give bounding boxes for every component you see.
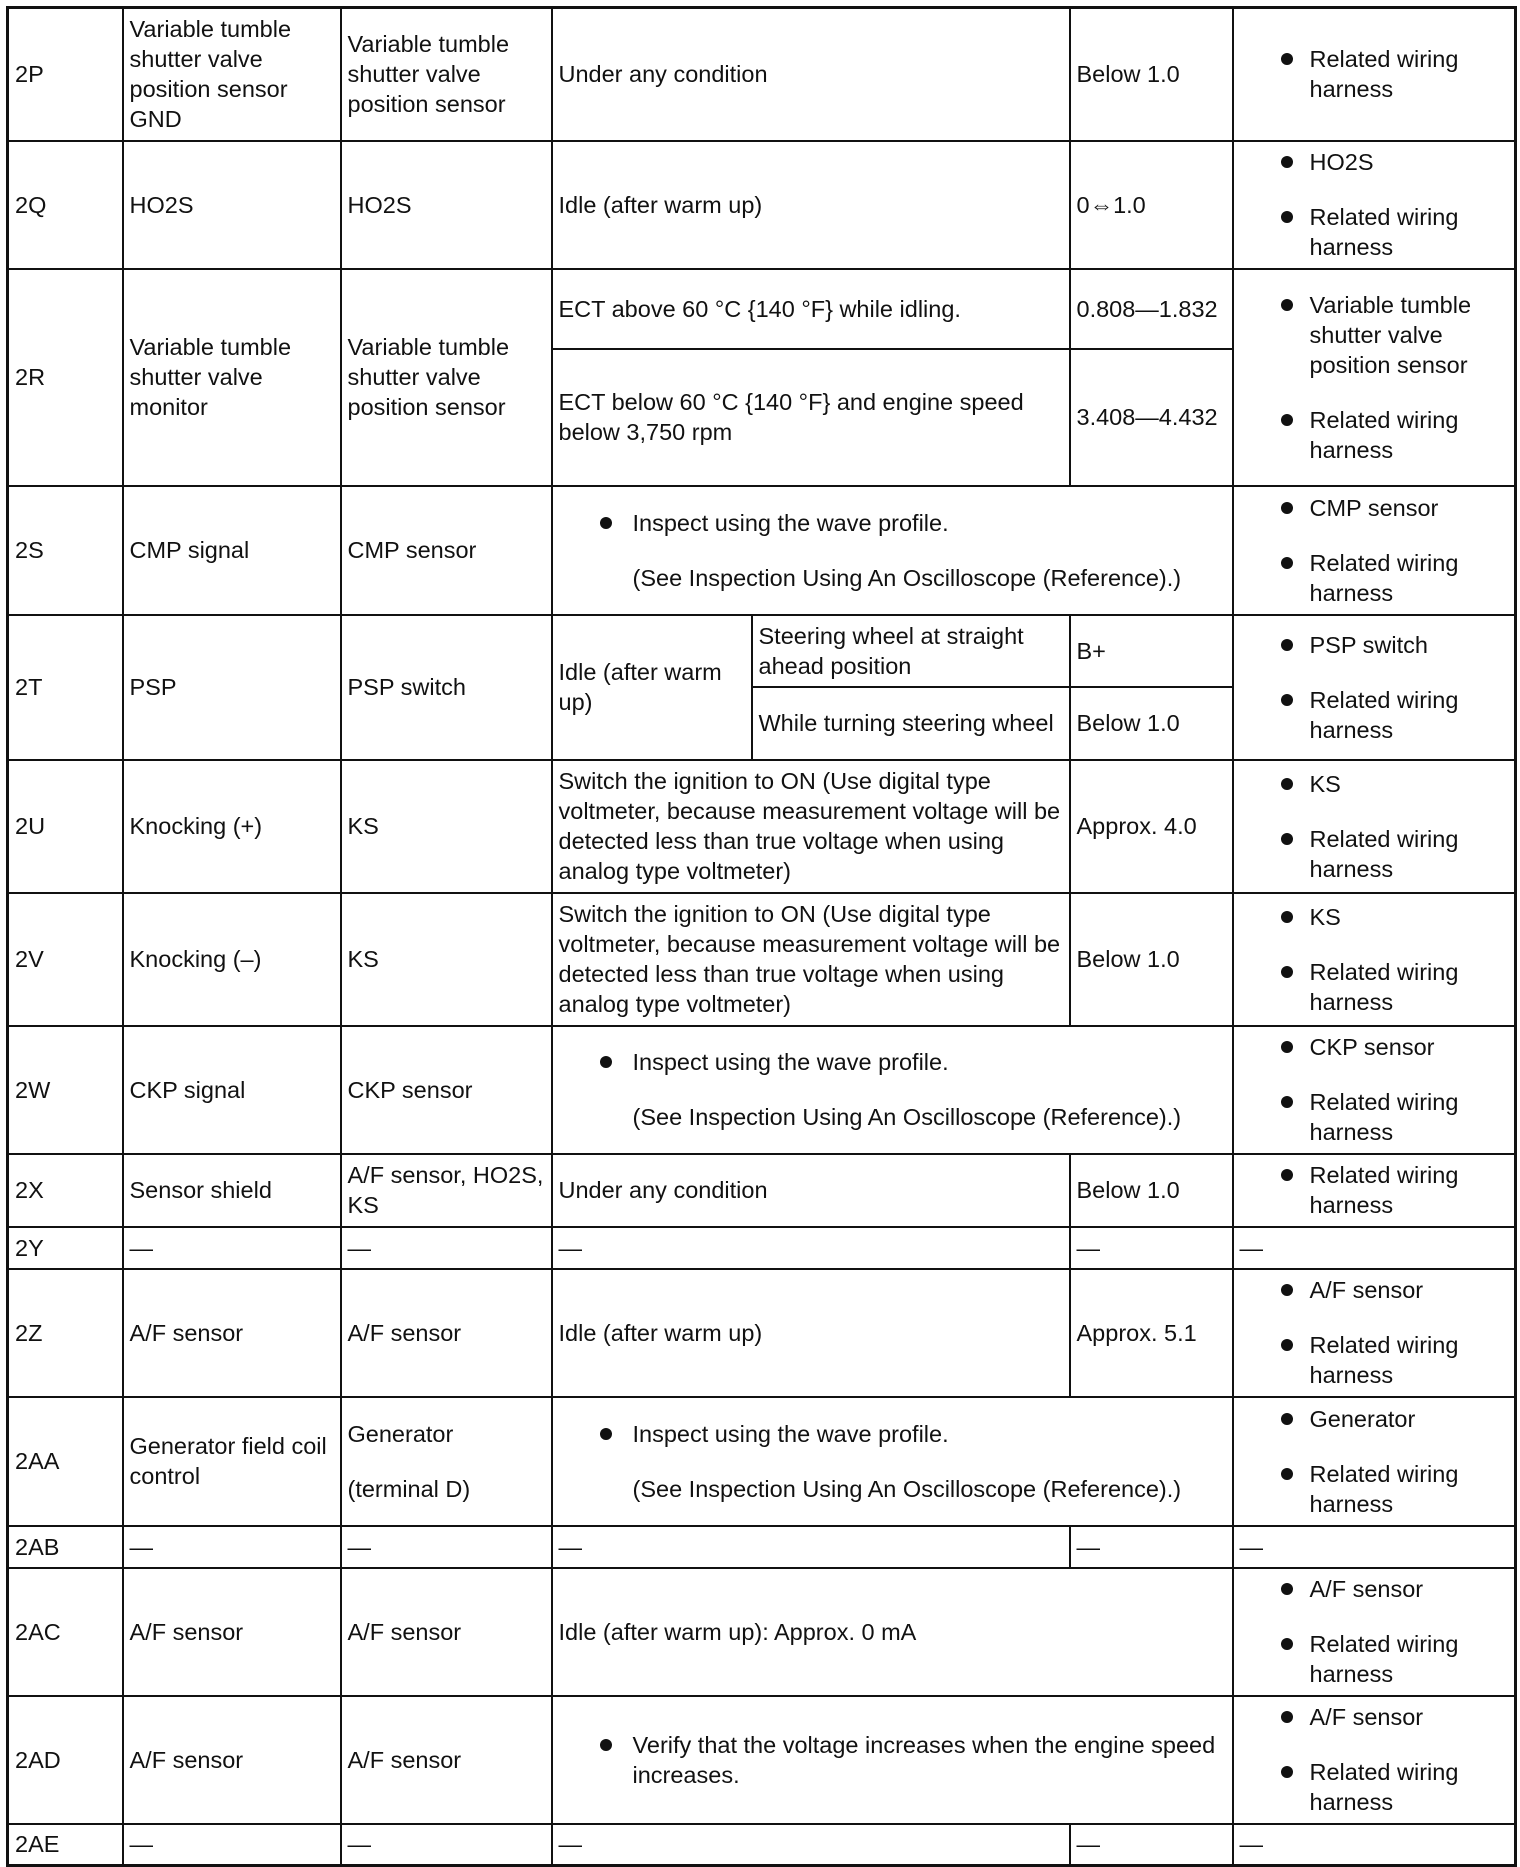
inspection-item-cell <box>1233 1269 1516 1397</box>
list-item: Related wiring harness <box>1240 1629 1509 1689</box>
inspection-item-cell <box>1233 1568 1516 1696</box>
condition-cell: — <box>552 1227 1070 1269</box>
list-item: PSP switch <box>1240 630 1509 660</box>
list-item: A/F sensor <box>1240 1275 1509 1305</box>
sub-condition-cell: While turning steering wheel <box>752 687 1070 760</box>
table-row <box>8 1227 1516 1269</box>
inspection-item-cell <box>1233 1154 1516 1227</box>
table-row <box>8 1397 1516 1526</box>
condition-cell: Idle (after warm up) <box>552 615 752 760</box>
table-row <box>8 1824 1516 1866</box>
table-row <box>8 269 1516 349</box>
signal-cell: PSP <box>123 615 341 760</box>
voltage-cell: 0⇔1.0 <box>1070 141 1233 269</box>
list-item: KS <box>1240 769 1509 799</box>
list-item: HO2S <box>1240 147 1509 177</box>
table-row <box>8 1568 1516 1696</box>
table-row <box>8 1269 1516 1397</box>
list-item: Related wiring harness <box>1240 1459 1509 1519</box>
list-item: Related wiring harness <box>1240 44 1509 104</box>
terminal-cell: 2AB <box>8 1526 123 1568</box>
inspect-note: Inspect using the wave profile. <box>595 508 1226 538</box>
inspection-item-cell <box>1233 1696 1516 1824</box>
condition-cell: ECT above 60 °C {140 °F} while idling. <box>552 269 1070 349</box>
list-item: Related wiring harness <box>1240 1330 1509 1390</box>
voltage-cell: — <box>1070 1227 1233 1269</box>
inspection-item-cell: — <box>1233 1227 1516 1269</box>
terminal-cell: 2AD <box>8 1696 123 1824</box>
reference-note: (See Inspection Using An Oscilloscope (Reference).) <box>632 564 1182 591</box>
connected-to-cell: Variable tumble shutter valve position sensor <box>341 8 552 141</box>
voltage-cell: Below 1.0 <box>1070 687 1233 760</box>
inspection-note-cell <box>552 1696 1233 1824</box>
terminal-cell: 2R <box>8 269 123 486</box>
signal-cell: — <box>123 1526 341 1568</box>
table-row <box>8 1154 1516 1227</box>
connected-to-cell: Variable tumble shutter valve position sensor <box>341 269 552 486</box>
list-item: Related wiring harness <box>1240 1160 1509 1220</box>
terminal-cell: 2T <box>8 615 123 760</box>
condition-cell: — <box>552 1824 1070 1866</box>
terminal-cell: 2Y <box>8 1227 123 1269</box>
list-item: Related wiring harness <box>1240 202 1509 262</box>
table-row <box>8 1026 1516 1154</box>
signal-cell: Knocking (+) <box>123 760 341 893</box>
signal-cell: Knocking (–) <box>123 893 341 1026</box>
list-item: CKP sensor <box>1240 1032 1509 1062</box>
inspection-item-cell <box>1233 269 1516 486</box>
condition-cell: ECT below 60 °C {140 °F} and engine speed below 3,750 rpm <box>552 349 1070 486</box>
terminal-cell: 2Q <box>8 141 123 269</box>
signal-cell: Variable tumble shutter valve monitor <box>123 269 341 486</box>
list-item: CMP sensor <box>1240 493 1509 523</box>
condition-cell: Idle (after warm up) <box>552 1269 1070 1397</box>
voltage-cell: Below 1.0 <box>1070 893 1233 1026</box>
inspection-item-cell <box>1233 893 1516 1026</box>
inspection-item-cell: — <box>1233 1824 1516 1866</box>
connected-to-cell: A/F sensor, HO2S, KS <box>341 1154 552 1227</box>
table-row <box>8 760 1516 893</box>
table-row <box>8 1696 1516 1824</box>
table-row <box>8 141 1516 269</box>
inspection-item-cell <box>1233 141 1516 269</box>
connected-to-cell: A/F sensor <box>341 1568 552 1696</box>
terminal-cell: 2W <box>8 1026 123 1154</box>
connected-to-line: Generator <box>347 1420 454 1447</box>
list-item: Variable tumble shutter valve position sensor <box>1240 290 1509 380</box>
connected-to-cell: A/F sensor <box>341 1696 552 1824</box>
inspection-note-cell <box>552 486 1233 615</box>
terminal-cell: 2AC <box>8 1568 123 1696</box>
connected-to-cell: HO2S <box>341 141 552 269</box>
connected-to-cell: CKP sensor <box>341 1026 552 1154</box>
signal-cell: — <box>123 1227 341 1269</box>
voltage-cell: 3.408—4.432 <box>1070 349 1233 486</box>
terminal-cell: 2U <box>8 760 123 893</box>
signal-cell: A/F sensor <box>123 1269 341 1397</box>
terminal-cell: 2S <box>8 486 123 615</box>
table-row <box>8 615 1516 687</box>
voltage-cell: — <box>1070 1526 1233 1568</box>
terminal-cell: 2AE <box>8 1824 123 1866</box>
list-item: Related wiring harness <box>1240 685 1509 745</box>
connected-to-cell: KS <box>341 893 552 1026</box>
voltage-cell: — <box>1070 1824 1233 1866</box>
list-item: Related wiring harness <box>1240 1757 1509 1817</box>
table-row <box>8 8 1516 141</box>
condition-cell: Under any condition <box>552 1154 1070 1227</box>
inspect-note: Inspect using the wave profile. <box>595 1047 1226 1077</box>
inspection-item-cell <box>1233 486 1516 615</box>
voltage-cell: Below 1.0 <box>1070 8 1233 141</box>
voltage-cell: 0.808—1.832 <box>1070 269 1233 349</box>
list-item: A/F sensor <box>1240 1702 1509 1732</box>
verify-note: Verify that the voltage increases when the engine speed increases. <box>595 1730 1226 1790</box>
terminal-cell: 2V <box>8 893 123 1026</box>
terminal-cell: 2AA <box>8 1397 123 1526</box>
list-item: Related wiring harness <box>1240 548 1509 608</box>
terminal-cell: 2P <box>8 8 123 141</box>
voltage-cell: Below 1.0 <box>1070 1154 1233 1227</box>
inspect-note: Inspect using the wave profile. <box>595 1419 1226 1449</box>
signal-cell: A/F sensor <box>123 1568 341 1696</box>
list-item: Related wiring harness <box>1240 405 1509 465</box>
connected-to-line: (terminal D) <box>347 1475 471 1502</box>
inspection-item-cell: — <box>1233 1526 1516 1568</box>
inspection-item-cell <box>1233 1397 1516 1526</box>
signal-cell: HO2S <box>123 141 341 269</box>
connected-to-cell: PSP switch <box>341 615 552 760</box>
sub-condition-cell: Steering wheel at straight ahead position <box>752 615 1070 687</box>
inspection-item-cell <box>1233 760 1516 893</box>
reference-note: (See Inspection Using An Oscilloscope (Reference).) <box>632 1475 1182 1502</box>
inspection-note-cell <box>552 1026 1233 1154</box>
voltage-cell: Approx. 4.0 <box>1070 760 1233 893</box>
table-row <box>8 1526 1516 1568</box>
signal-cell: A/F sensor <box>123 1696 341 1824</box>
signal-cell: Variable tumble shutter valve position sensor GND <box>123 8 341 141</box>
table-row <box>8 893 1516 1026</box>
voltage-cell: B+ <box>1070 615 1233 687</box>
signal-cell: — <box>123 1824 341 1866</box>
connected-to-cell: KS <box>341 760 552 893</box>
condition-cell: Switch the ignition to ON (Use digital type voltmeter, because measurement voltage will be detected less than true voltage when using analog type voltmeter) <box>552 893 1070 1026</box>
connected-to-cell: — <box>341 1824 552 1866</box>
list-item: A/F sensor <box>1240 1574 1509 1604</box>
condition-cell: — <box>552 1526 1070 1568</box>
terminal-voltage-table <box>6 6 1517 1867</box>
reference-note: (See Inspection Using An Oscilloscope (Reference).) <box>632 1104 1182 1130</box>
connected-to-cell: — <box>341 1227 552 1269</box>
inspection-item-cell <box>1233 1026 1516 1154</box>
terminal-cell: 2X <box>8 1154 123 1227</box>
list-item: Related wiring harness <box>1240 1087 1509 1147</box>
inspection-note-cell <box>552 1397 1233 1526</box>
condition-cell: Switch the ignition to ON (Use digital type voltmeter, because measurement voltage will be detected less than true voltage when using analog type voltmeter) <box>552 760 1070 893</box>
inspection-item-cell <box>1233 615 1516 760</box>
terminal-cell: 2Z <box>8 1269 123 1397</box>
list-item: KS <box>1240 902 1509 932</box>
signal-cell: Generator field coil control <box>123 1397 341 1526</box>
connected-to-cell: A/F sensor <box>341 1269 552 1397</box>
signal-cell: CKP signal <box>123 1026 341 1154</box>
connected-to-cell: CMP sensor <box>341 486 552 615</box>
connected-to-cell <box>341 1397 552 1526</box>
table-row <box>8 486 1516 615</box>
inspection-item-cell <box>1233 8 1516 141</box>
connected-to-cell: — <box>341 1526 552 1568</box>
condition-cell: Under any condition <box>552 8 1070 141</box>
condition-cell: Idle (after warm up): Approx. 0 mA <box>552 1568 1233 1696</box>
list-item: Generator <box>1240 1404 1509 1434</box>
list-item: Related wiring harness <box>1240 957 1509 1017</box>
signal-cell: CMP signal <box>123 486 341 615</box>
condition-cell: Idle (after warm up) <box>552 141 1070 269</box>
list-item: Related wiring harness <box>1240 824 1509 884</box>
signal-cell: Sensor shield <box>123 1154 341 1227</box>
voltage-cell: Approx. 5.1 <box>1070 1269 1233 1397</box>
